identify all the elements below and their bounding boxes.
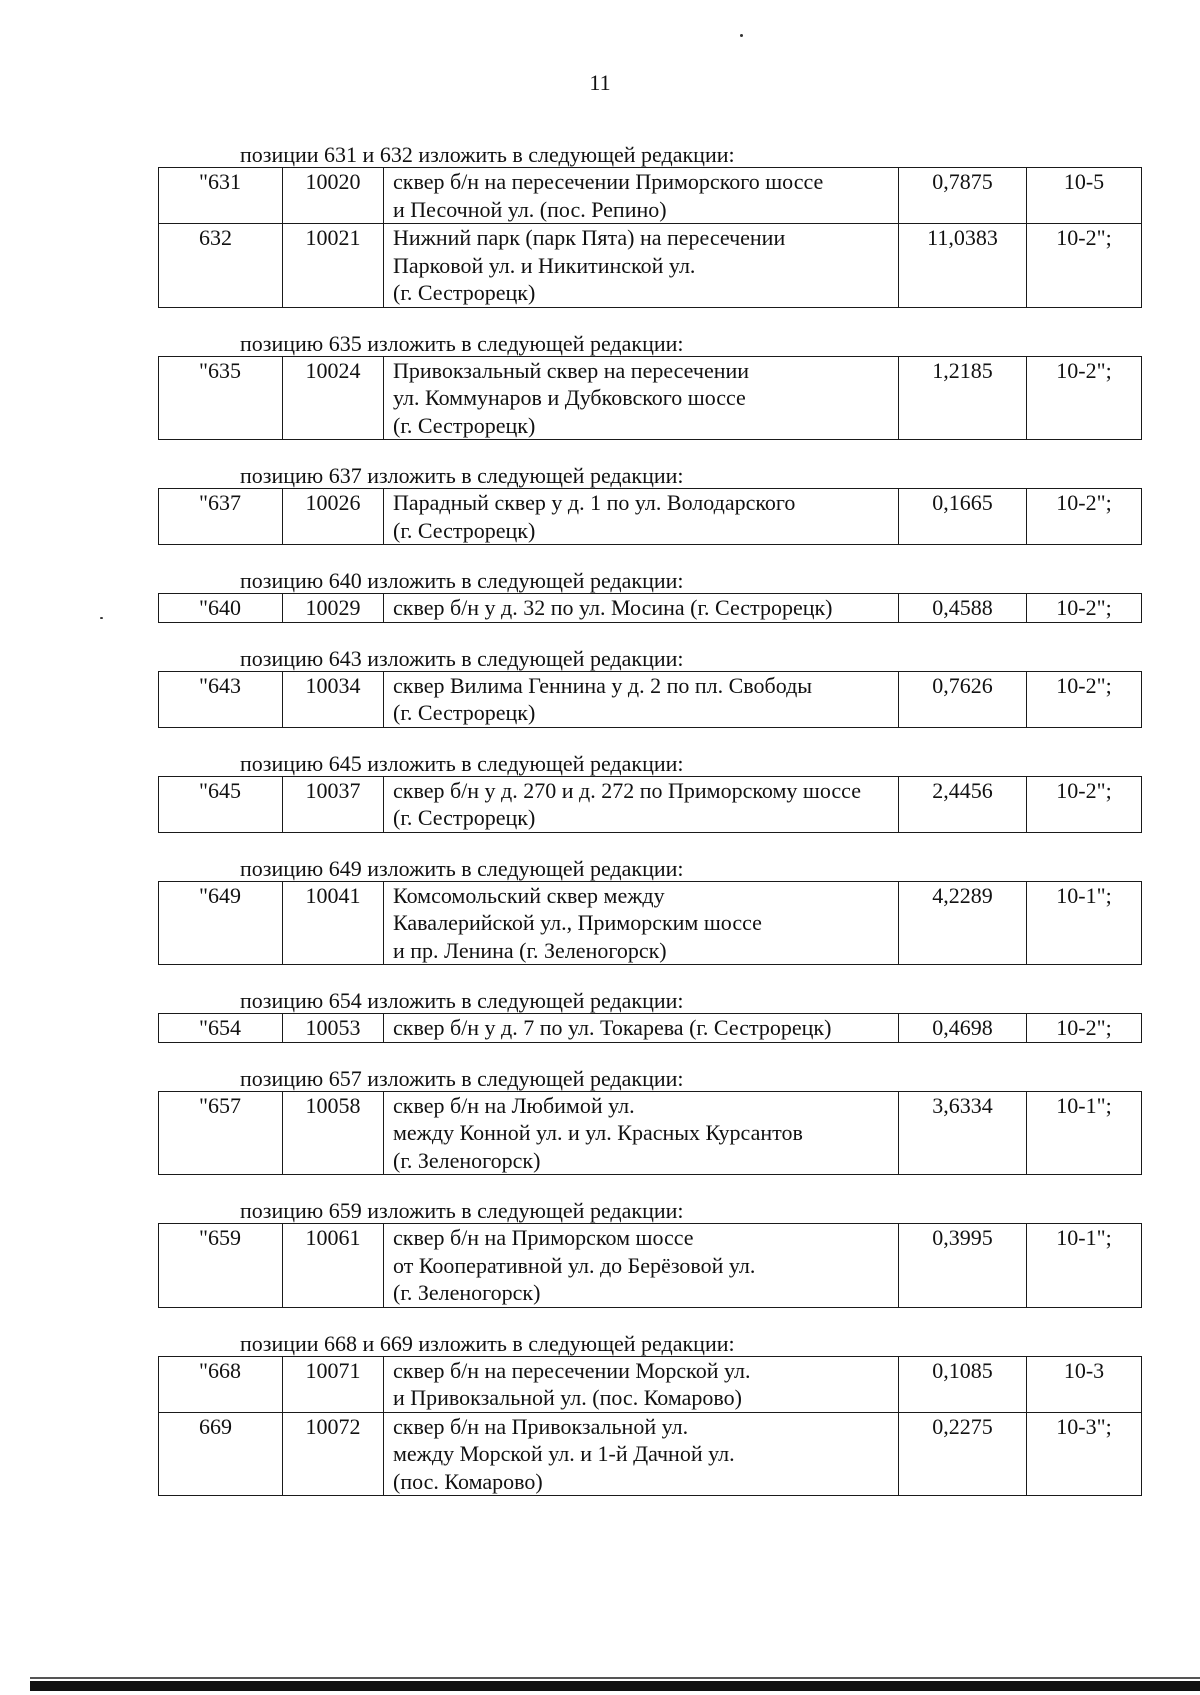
positions-table <box>158 488 1142 545</box>
object-code: 10034 <box>283 671 384 727</box>
object-name-line: ул. Коммунаров и Дубковского шоссе <box>393 385 746 410</box>
positions-table <box>158 1091 1142 1176</box>
object-name-line: (г. Сестрорецк) <box>393 700 536 725</box>
page-number: 11 <box>589 70 611 95</box>
section-gap <box>158 728 1141 752</box>
position-number: 632 <box>159 224 283 308</box>
object-code: 10061 <box>283 1224 384 1308</box>
object-name-line: (г. Сестрорецк) <box>393 280 536 305</box>
position-number: "645 <box>159 776 283 832</box>
amendment-intro: позицию 645 изложить в следующей редакции: <box>240 750 684 776</box>
amendment-section <box>158 464 1141 569</box>
amendment-intro: позиции 631 и 632 изложить в следующей редакции: <box>240 142 735 167</box>
object-name-line: сквер б/н у д. 32 по ул. Мосина (г. Сестрорецк) <box>393 595 833 620</box>
amendment-intro: позицию 637 изложить в следующей редакции: <box>240 463 684 488</box>
section-gap <box>158 1043 1141 1067</box>
object-name-line: Привокзальный сквер на пересечении <box>393 357 750 383</box>
object-name-line: сквер б/н на пересечении Приморского шоссе <box>393 169 824 194</box>
scan-edge <box>30 1681 1200 1691</box>
category-code: 10-2"; <box>1027 594 1142 623</box>
object-name-line: (г. Сестрорецк) <box>393 412 536 438</box>
object-code: 10024 <box>283 356 384 440</box>
table-row <box>159 1412 1142 1496</box>
scan-speck <box>740 34 743 37</box>
object-name-line: и пр. Ленина (г. Зеленогорск) <box>393 937 667 963</box>
amendment-section <box>158 1332 1141 1497</box>
position-number: "654 <box>159 1014 283 1043</box>
object-name <box>384 1356 899 1412</box>
object-code: 10026 <box>283 489 384 545</box>
position-number: "631 <box>159 168 283 224</box>
object-code: 10020 <box>283 168 384 224</box>
category-code: 10-2"; <box>1027 224 1142 308</box>
table-row <box>159 489 1142 545</box>
object-code: 10021 <box>283 224 384 308</box>
table-row <box>159 776 1142 832</box>
section-gap <box>158 965 1141 989</box>
positions-table <box>158 1013 1142 1043</box>
object-name <box>384 776 899 832</box>
object-code: 10037 <box>283 776 384 832</box>
object-name <box>384 356 899 440</box>
position-number: "637 <box>159 489 283 545</box>
position-number: 669 <box>159 1412 283 1496</box>
section-gap <box>158 308 1141 332</box>
table-row <box>159 1091 1142 1175</box>
amendment-intro: позицию 640 изложить в следующей редакции: <box>240 568 684 593</box>
category-code: 10-5 <box>1027 168 1142 224</box>
object-name-line: между Морской ул. и 1-й Дачной ул. <box>393 1441 735 1466</box>
position-number: "668 <box>159 1356 283 1412</box>
area-value: 2,4456 <box>899 776 1027 832</box>
position-number: "643 <box>159 671 283 727</box>
object-name <box>384 594 899 623</box>
document-body <box>158 143 1141 1496</box>
amendment-section <box>158 1067 1141 1200</box>
area-value: 11,0383 <box>899 224 1027 308</box>
position-number: "649 <box>159 881 283 965</box>
positions-table <box>158 356 1142 441</box>
object-name <box>384 489 899 545</box>
object-name-line: между Конной ул. и ул. Красных Курсантов <box>393 1120 803 1145</box>
object-name-line: сквер б/н у д. 7 по ул. Токарева (г. Сестрорецк) <box>393 1015 832 1040</box>
area-value: 0,7626 <box>899 671 1027 727</box>
positions-table <box>158 671 1142 728</box>
amendment-section <box>158 1199 1141 1332</box>
category-code: 10-1"; <box>1027 1224 1142 1308</box>
object-name <box>384 1014 899 1043</box>
positions-table <box>158 1356 1142 1497</box>
table-row <box>159 356 1142 440</box>
area-value: 3,6334 <box>899 1091 1027 1175</box>
category-code: 10-2"; <box>1027 671 1142 727</box>
object-code: 10041 <box>283 881 384 965</box>
object-name-line: сквер б/н на пересечении Морской ул. <box>393 1357 751 1383</box>
area-value: 0,4588 <box>899 594 1027 623</box>
table-row <box>159 1224 1142 1308</box>
category-code: 10-2"; <box>1027 489 1142 545</box>
position-number: "635 <box>159 356 283 440</box>
positions-table <box>158 881 1142 966</box>
object-name-line: (г. Зеленогорск) <box>393 1280 541 1305</box>
object-name-line: сквер б/н на Привокзальной ул. <box>393 1413 689 1439</box>
table-row <box>159 671 1142 727</box>
object-name-line: сквер б/н на Любимой ул. <box>393 1092 635 1118</box>
amendment-section <box>158 752 1141 857</box>
object-name-line: сквер б/н на Приморском шоссе <box>393 1225 694 1250</box>
object-name <box>384 1224 899 1308</box>
table-row <box>159 1356 1142 1412</box>
section-gap <box>158 440 1141 464</box>
position-number: "659 <box>159 1224 283 1308</box>
table-row <box>159 881 1142 965</box>
positions-table <box>158 776 1142 833</box>
object-name-line: Комсомольский сквер между <box>393 882 665 908</box>
object-name-line: Нижний парк (парк Пята) на пересечении <box>393 225 786 250</box>
area-value: 0,7875 <box>899 168 1027 224</box>
position-number: "657 <box>159 1091 283 1175</box>
table-row <box>159 594 1142 623</box>
amendment-section <box>158 332 1141 465</box>
area-value: 0,2275 <box>899 1412 1027 1496</box>
amendment-section <box>158 569 1141 647</box>
category-code: 10-2"; <box>1027 356 1142 440</box>
positions-table <box>158 1223 1142 1308</box>
section-gap <box>158 623 1141 647</box>
positions-table <box>158 593 1142 623</box>
object-code: 10072 <box>283 1412 384 1496</box>
object-name-line: Кавалерийской ул., Приморским шоссе <box>393 910 762 935</box>
category-code: 10-1"; <box>1027 881 1142 965</box>
object-name-line: сквер б/н у д. 270 и д. 272 по Приморскому шоссе <box>393 777 861 803</box>
category-code: 10-2"; <box>1027 776 1142 832</box>
amendment-section <box>158 857 1141 990</box>
object-name-line: от Кооперативной ул. до Берёзовой ул. <box>393 1252 756 1278</box>
object-name-line: и Песочной ул. (пос. Репино) <box>393 196 667 222</box>
object-name <box>384 671 899 727</box>
scan-edge <box>30 1677 1200 1679</box>
object-name <box>384 1091 899 1175</box>
scan-speck <box>100 617 103 619</box>
amendment-section <box>158 647 1141 752</box>
amendment-intro: позицию 649 изложить в следующей редакции: <box>240 855 684 881</box>
amendment-intro: позиции 668 и 669 изложить в следующей редакции: <box>240 1330 735 1356</box>
object-code: 10029 <box>283 594 384 623</box>
amendment-section <box>158 989 1141 1067</box>
table-row <box>159 224 1142 308</box>
category-code: 10-3"; <box>1027 1412 1142 1496</box>
amendment-intro: позицию 654 изложить в следующей редакции: <box>240 988 684 1013</box>
positions-table <box>158 167 1142 308</box>
object-name <box>384 224 899 308</box>
object-name-line: Парадный сквер у д. 1 по ул. Володарского <box>393 490 796 515</box>
object-name-line: (пос. Комарово) <box>393 1468 543 1494</box>
object-name-line: (г. Сестрорецк) <box>393 517 536 543</box>
area-value: 4,2289 <box>899 881 1027 965</box>
object-code: 10071 <box>283 1356 384 1412</box>
amendment-intro: позицию 659 изложить в следующей редакции: <box>240 1198 684 1223</box>
area-value: 0,3995 <box>899 1224 1027 1308</box>
section-gap <box>158 1175 1141 1199</box>
area-value: 0,4698 <box>899 1014 1027 1043</box>
position-number: "640 <box>159 594 283 623</box>
section-gap <box>158 833 1141 857</box>
object-name <box>384 168 899 224</box>
amendment-intro: позицию 635 изложить в следующей редакции: <box>240 330 684 356</box>
category-code: 10-3 <box>1027 1356 1142 1412</box>
area-value: 1,2185 <box>899 356 1027 440</box>
object-name-line: (г. Зеленогорск) <box>393 1147 541 1173</box>
category-code: 10-1"; <box>1027 1091 1142 1175</box>
object-name <box>384 881 899 965</box>
table-row <box>159 168 1142 224</box>
area-value: 0,1085 <box>899 1356 1027 1412</box>
object-name <box>384 1412 899 1496</box>
object-code: 10058 <box>283 1091 384 1175</box>
object-name-line: Парковой ул. и Никитинской ул. <box>393 252 696 278</box>
amendment-section <box>158 143 1141 332</box>
table-row <box>159 1014 1142 1043</box>
object-name-line: сквер Вилима Геннина у д. 2 по пл. Свободы <box>393 672 813 698</box>
object-name-line: и Привокзальной ул. (пос. Комарово) <box>393 1385 742 1410</box>
object-code: 10053 <box>283 1014 384 1043</box>
object-name-line: (г. Сестрорецк) <box>393 805 536 830</box>
category-code: 10-2"; <box>1027 1014 1142 1043</box>
section-gap <box>158 1308 1141 1332</box>
amendment-intro: позицию 657 изложить в следующей редакции: <box>240 1065 684 1091</box>
amendment-intro: позицию 643 изложить в следующей редакции: <box>240 645 684 671</box>
area-value: 0,1665 <box>899 489 1027 545</box>
section-gap <box>158 545 1141 569</box>
